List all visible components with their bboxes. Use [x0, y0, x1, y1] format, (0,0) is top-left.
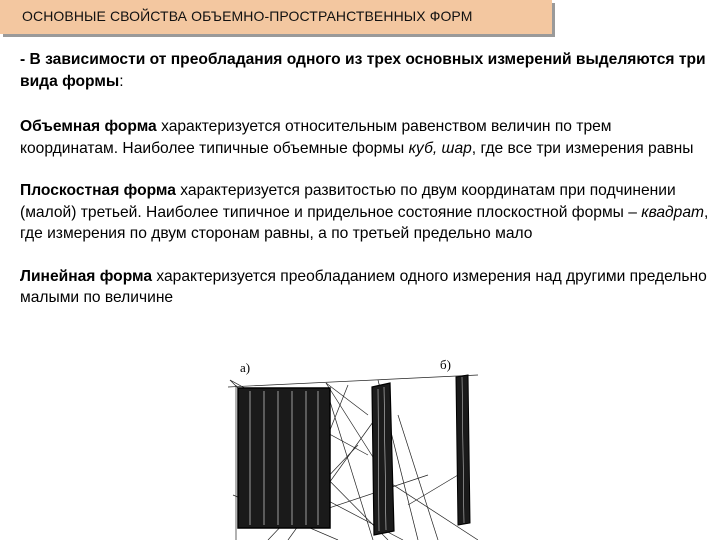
slide-content: [20, 49, 710, 330]
section-term: Линейная форма: [20, 267, 153, 285]
section-volumetric: [20, 116, 710, 159]
intro-paragraph: [20, 49, 710, 92]
form-volumetric: [238, 388, 330, 528]
form-linear: [456, 375, 470, 525]
section-linear: [20, 266, 710, 309]
title-bar: [0, 0, 552, 34]
section-text-end: , где все три измерения равны: [471, 139, 694, 157]
section-term: Объемная форма: [20, 118, 157, 135]
section-text: характеризуется относительным равенством величин по трем координатам. Наиболее типичные объемные формы: [20, 118, 612, 157]
section-emphasis: куб, шар: [408, 139, 472, 157]
intro-prefix: -: [20, 51, 30, 68]
form-planar: [372, 383, 394, 535]
section-term: Плоскостная форма: [20, 182, 176, 199]
section-text: характеризуется развитостью по двум координатам при подчинении (малой) третьей. Наиболее типичное и придельное состояние плоскостной формы –: [20, 182, 676, 221]
label-b: б): [440, 357, 451, 372]
section-emphasis: квадрат: [641, 203, 705, 221]
forms-sketch-svg: [228, 355, 478, 540]
section-text-end: , где измерения по двум сторонам равны, а по третьей предельно мало: [20, 203, 709, 242]
slide-title: ОСНОВНЫЕ СВОЙСТВА ОБЪЕМНО-ПРОСТРАНСТВЕННЫХ ФОРМ: [22, 8, 473, 24]
section-text: характеризуется преобладанием одного измерения над другими предельно малыми по величине: [20, 267, 707, 306]
intro-suffix: :: [119, 72, 124, 90]
label-a: a): [240, 360, 251, 375]
section-planar: [20, 180, 710, 245]
forms-sketch-illustration: [228, 355, 478, 540]
intro-text: В зависимости от преобладания одного из трех основных измерений выделяются три вида формы: [20, 51, 706, 90]
